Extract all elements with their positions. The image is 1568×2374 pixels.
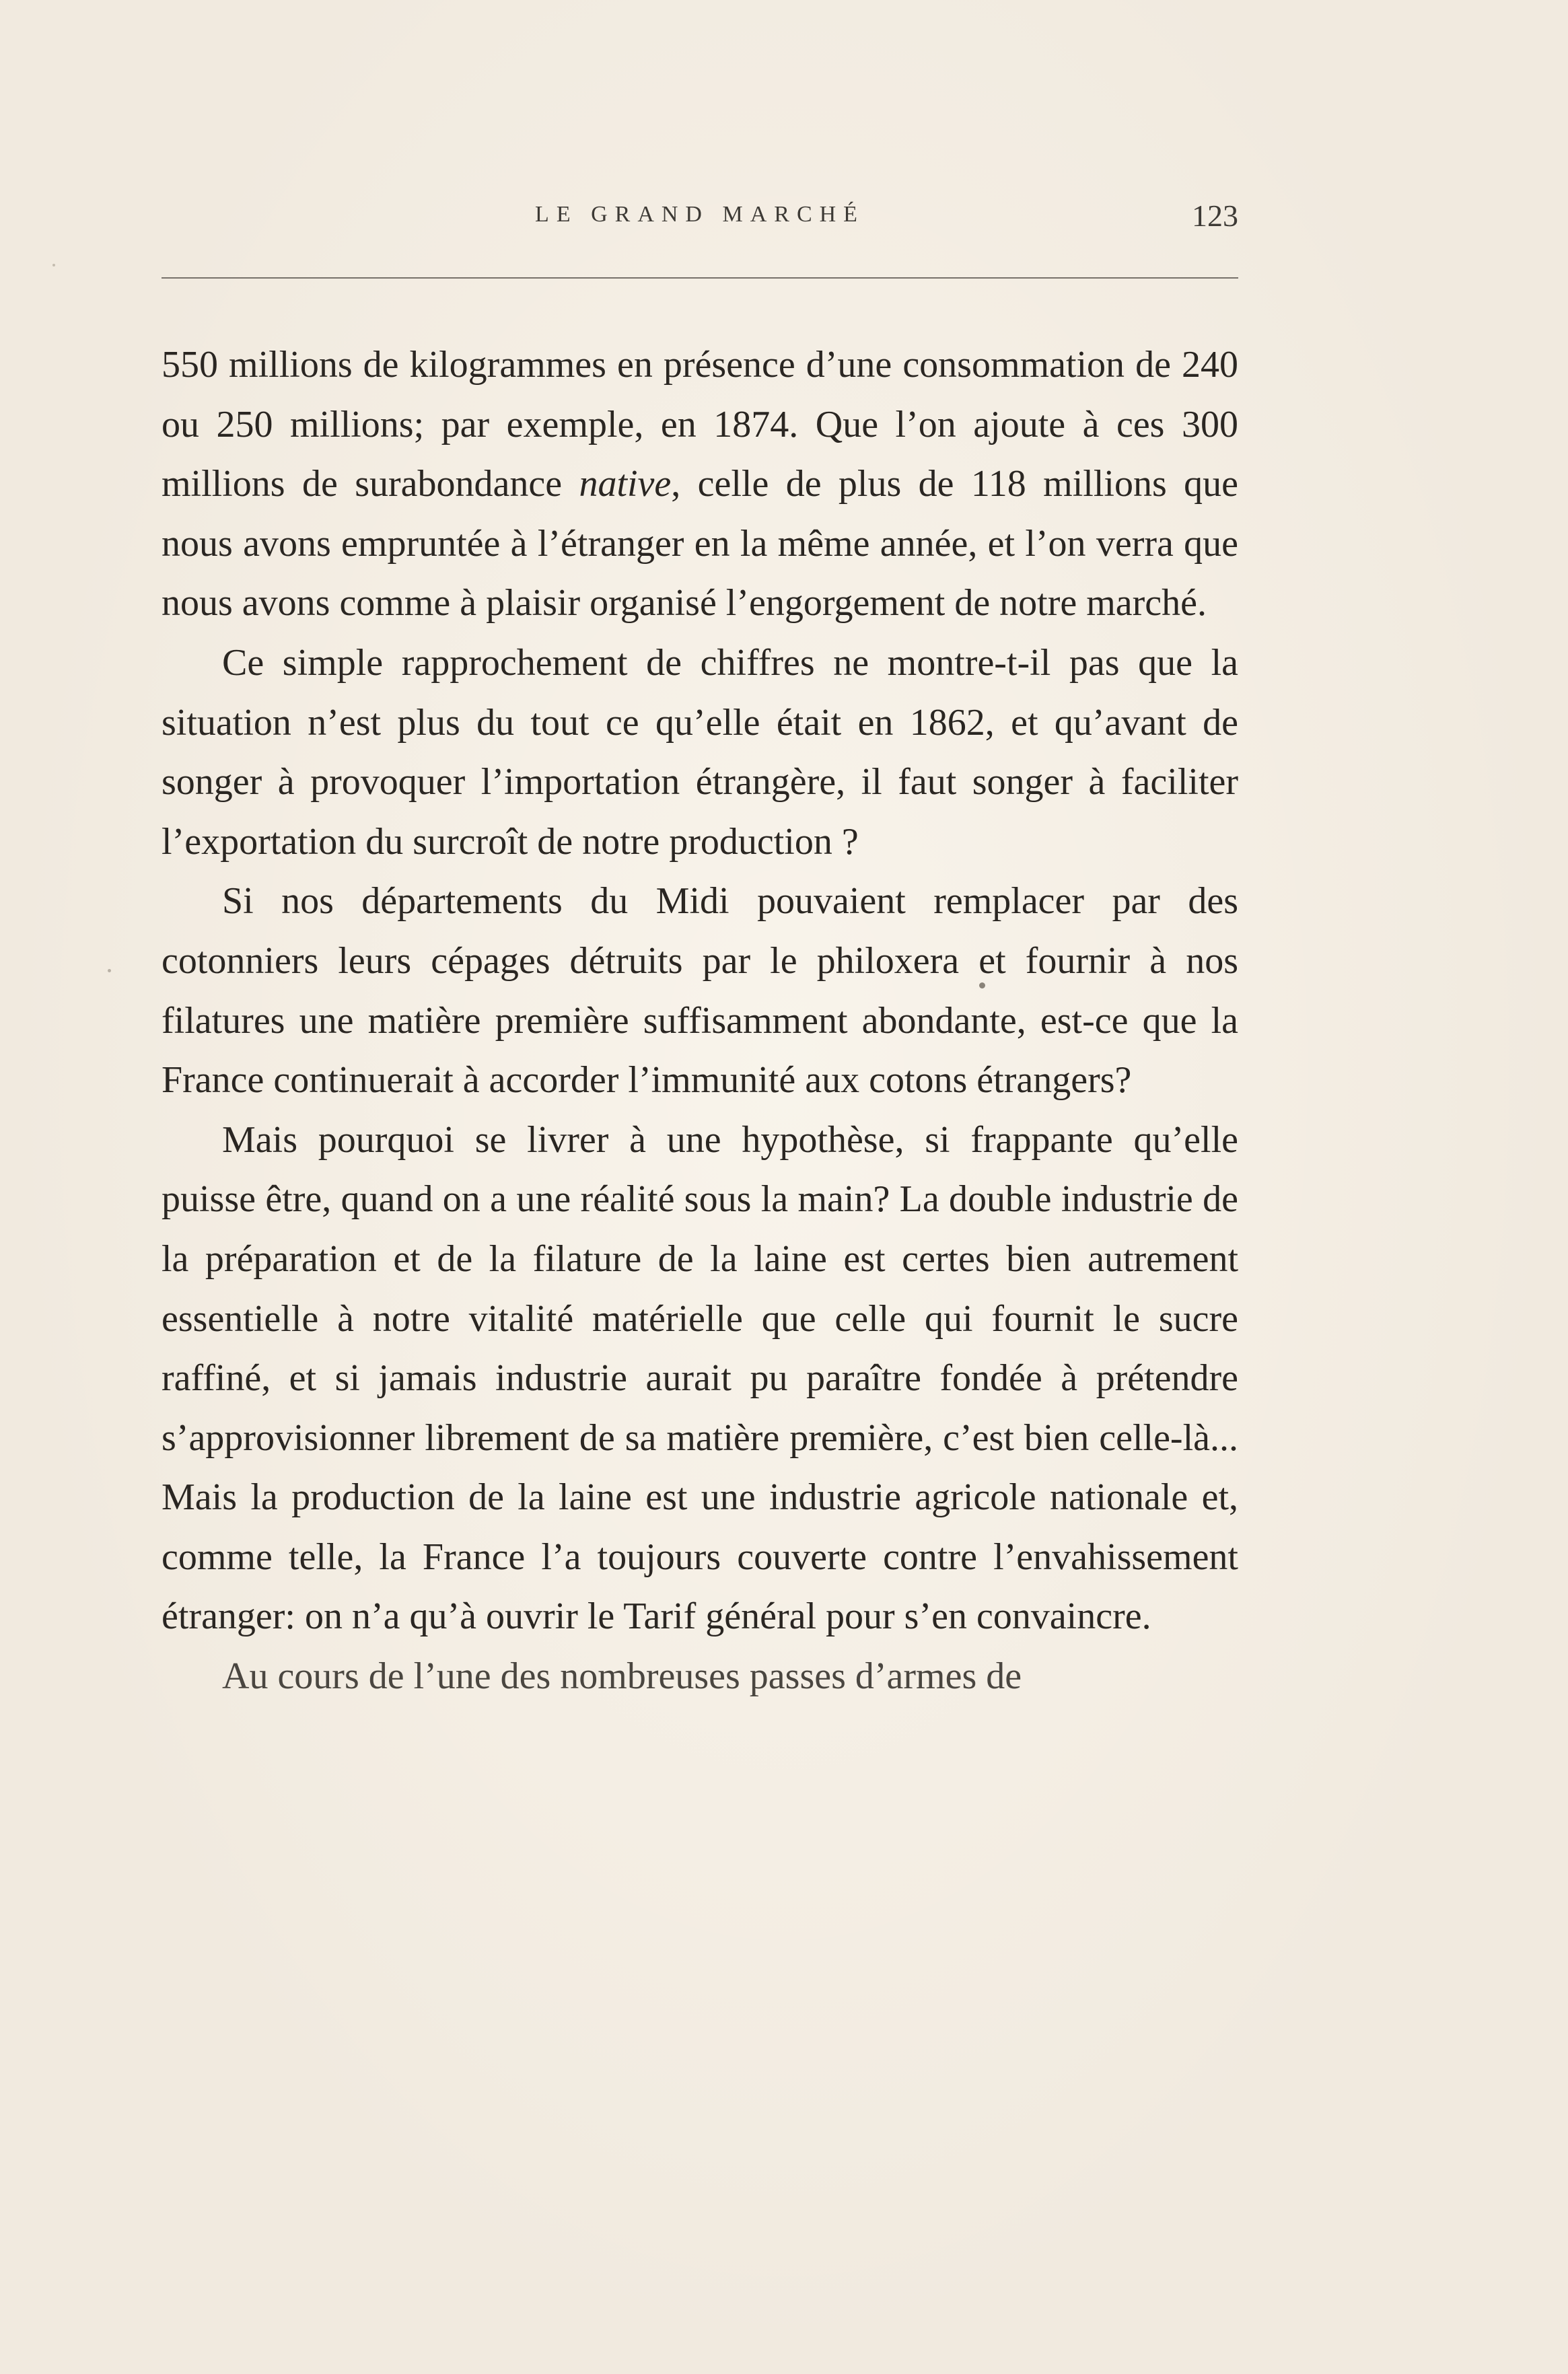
emphasis-native: native xyxy=(579,463,672,505)
paragraph xyxy=(162,335,1238,633)
paragraph: Si nos départements du Midi pouvaient remplacer par des cotonniers leurs cépages détruits par le philoxera et fournir à nos filatures une matière première suffisamment abondante, est-ce que la France continuerait à accorder l’immunité aux cotons étrangers? xyxy=(162,880,1238,1102)
paragraph: Au cours de l’une des nombreuses passes d’armes de xyxy=(222,1655,1022,1698)
page-number: 123 xyxy=(1192,199,1238,233)
header-rule xyxy=(162,277,1238,279)
paragraph: Ce simple rapprochement de chiffres ne montre-t-il pas que la situation n’est plus du tout ce qu’elle était en 1862, et qu’avant de songer à provoquer l’importation étrangère, il faut songer à faciliter l’exportation du surcroît de notre production ? xyxy=(162,641,1238,863)
paper-speck xyxy=(108,969,111,972)
paper-speck xyxy=(979,982,985,988)
paragraph-text: 550 millions de kilogrammes en présence d’une consommation de 240 ou 250 millions; par exemple, en 1874. Que l’on ajoute à ces 300 millions de surabondance xyxy=(162,344,1238,505)
running-title: LE GRAND MARCHÉ xyxy=(535,202,865,227)
paragraph-text-continued: , celle de plus de 118 millions que nous avons empruntée à l’étranger en la même année, et l’on verra que nous avons comme à plaisir organisé l’engorgement de notre marché. xyxy=(162,463,1238,624)
body-text xyxy=(162,335,1238,1706)
paragraph: Mais pourquoi se livrer à une hypothèse, si frappante qu’elle puisse être, quand on a une réalité sous la main? La double industrie de la préparation et de la filature de la laine est certes bien autrement essentielle à notre vitalité matérielle que celle qui fournit le sucre raffiné, et si jamais industrie aurait pu paraître fondée à prétendre s’approvisionner librement de sa matière première, c’est bien celle-là... Mais la production de la laine est une industrie agricole nationale et, comme telle, la France l’a toujours couverte contre l’envahissement étranger: on n’a qu’à ouvrir le Tarif général pour s’en convaincre. xyxy=(162,1118,1238,1638)
running-head xyxy=(162,199,1238,242)
paper-speck xyxy=(52,264,55,266)
